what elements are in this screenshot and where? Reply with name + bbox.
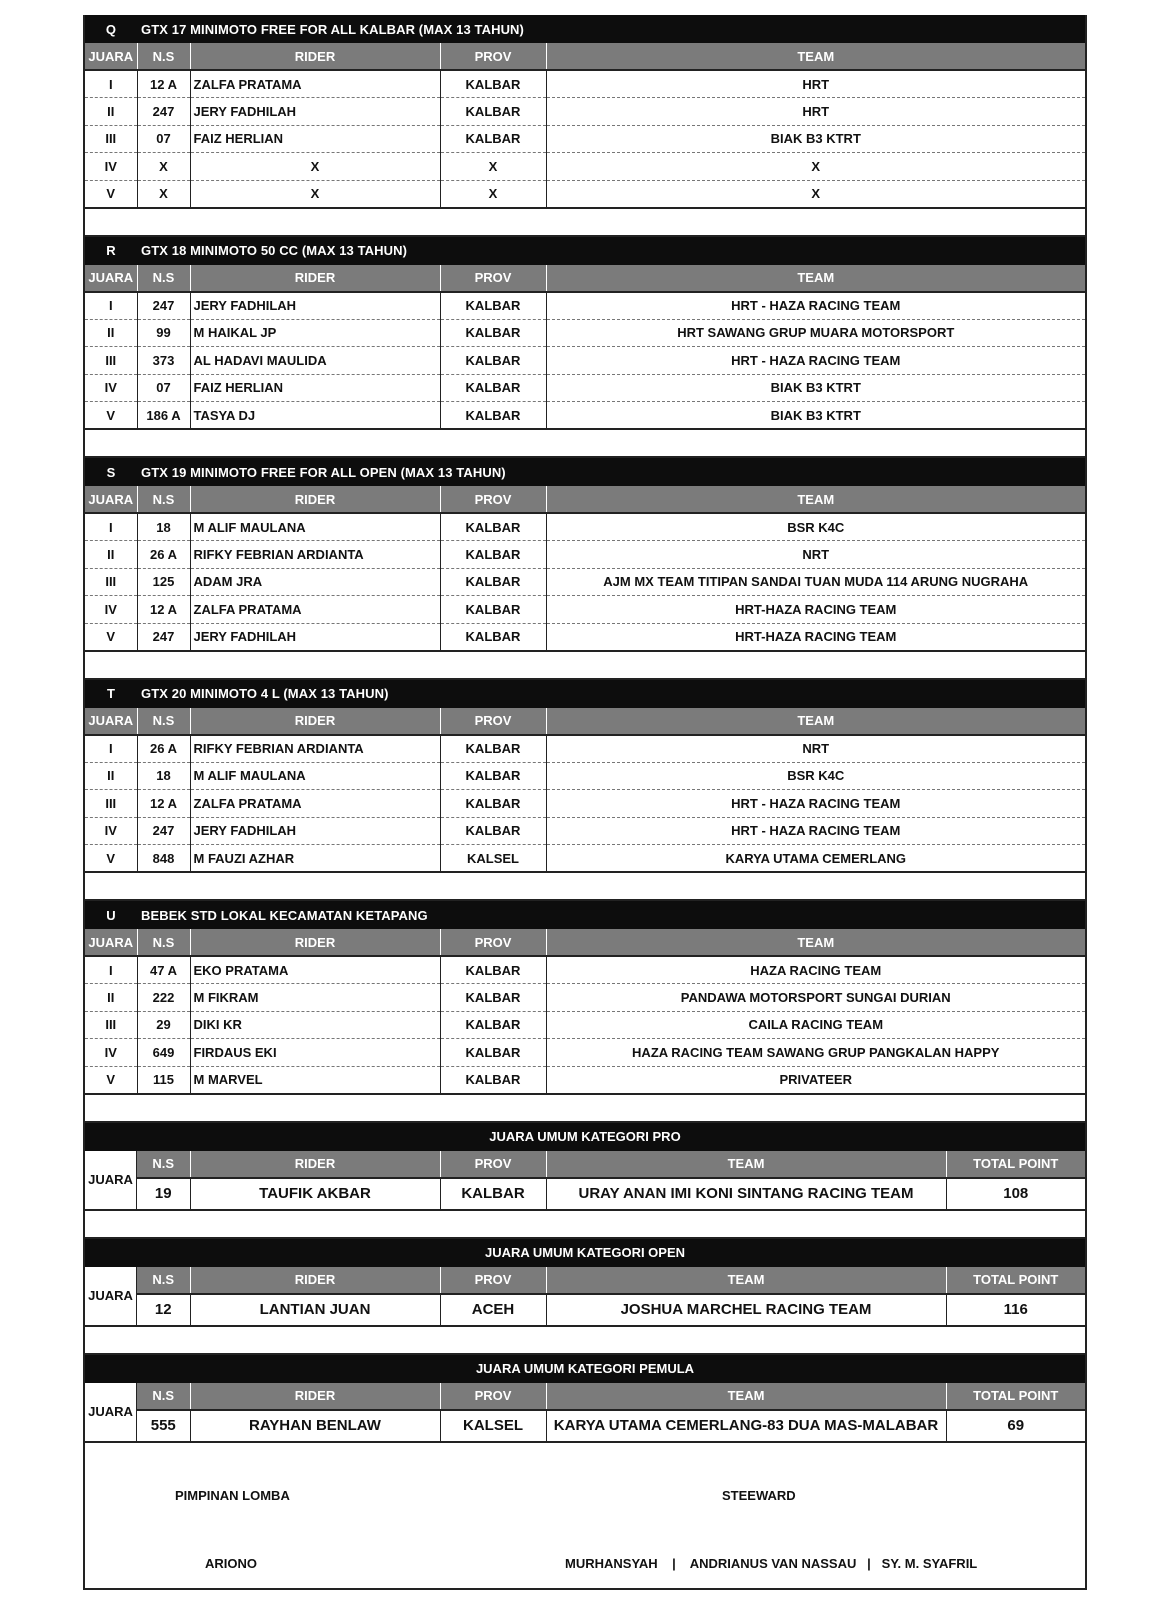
- position-cell: I: [85, 956, 137, 984]
- category-section: [85, 680, 1085, 902]
- champion-title: JUARA UMUM KATEGORI PEMULA: [85, 1355, 1085, 1383]
- province-cell: KALBAR: [440, 374, 546, 402]
- start-number-cell: X: [137, 180, 190, 208]
- table-header-row: [137, 1151, 1085, 1178]
- position-cell: II: [85, 984, 137, 1012]
- header-total-point: TOTAL POINT: [946, 1267, 1085, 1294]
- table-row: [85, 402, 1085, 430]
- section-spacer: [85, 1327, 1085, 1355]
- team-cell: KARYA UTAMA CEMERLANG: [546, 845, 1085, 873]
- header-juara: JUARA: [85, 265, 137, 292]
- table-header-row: [137, 1383, 1085, 1410]
- rider-cell: RIFKY FEBRIAN ARDIANTA: [190, 735, 440, 763]
- header-rider: RIDER: [190, 1267, 440, 1294]
- header-juara: JUARA: [85, 43, 137, 70]
- table-row: [85, 98, 1085, 126]
- header-juara: JUARA: [85, 929, 137, 956]
- rider-cell: TASYA DJ: [190, 402, 440, 430]
- header-juara: JUARA: [85, 708, 137, 735]
- rider-cell: ZALFA PRATAMA: [190, 596, 440, 624]
- category-title: GTX 20 MINIMOTO 4 L (MAX 13 TAHUN): [141, 686, 389, 701]
- rider-cell: ZALFA PRATAMA: [190, 70, 440, 98]
- section-spacer: [85, 1211, 1085, 1239]
- table-row: [85, 762, 1085, 790]
- position-cell: III: [85, 347, 137, 375]
- province-cell: KALBAR: [440, 1011, 546, 1039]
- table-row: [85, 1039, 1085, 1067]
- rider-cell: RAYHAN BENLAW: [190, 1410, 440, 1441]
- position-cell: V: [85, 845, 137, 873]
- rider-cell: EKO PRATAMA: [190, 956, 440, 984]
- province-cell: KALBAR: [440, 817, 546, 845]
- start-number-cell: 07: [137, 374, 190, 402]
- province-cell: KALBAR: [440, 568, 546, 596]
- category-title: GTX 17 MINIMOTO FREE FOR ALL KALBAR (MAX 13 TAHUN): [141, 21, 524, 37]
- position-cell: II: [85, 541, 137, 569]
- header-ns: N.S: [137, 265, 190, 292]
- results-table: [85, 265, 1085, 431]
- team-cell: HRT-HAZA RACING TEAM: [546, 623, 1085, 651]
- team-cell: BIAK B3 KTRT: [546, 374, 1085, 402]
- rider-cell: TAUFIK AKBAR: [190, 1178, 440, 1209]
- table-row: [85, 984, 1085, 1012]
- position-cell: IV: [85, 1039, 137, 1067]
- position-cell: IV: [85, 374, 137, 402]
- position-cell: III: [85, 1011, 137, 1039]
- champion-title: JUARA UMUM KATEGORI OPEN: [85, 1239, 1085, 1267]
- team-cell: NRT: [546, 735, 1085, 763]
- team-cell: HRT - HAZA RACING TEAM: [546, 790, 1085, 818]
- header-rider: RIDER: [190, 1151, 440, 1178]
- champion-block: [85, 1355, 1085, 1443]
- category-letter: Q: [105, 21, 117, 37]
- province-cell: ACEH: [440, 1294, 546, 1325]
- province-cell: KALBAR: [440, 623, 546, 651]
- position-cell: III: [85, 125, 137, 153]
- team-cell: URAY ANAN IMI KONI SINTANG RACING TEAM: [546, 1178, 946, 1209]
- category-letter: U: [106, 907, 116, 923]
- category-section: [85, 458, 1085, 680]
- header-team: TEAM: [546, 1151, 946, 1178]
- header-team: TEAM: [546, 486, 1085, 513]
- team-cell: JOSHUA MARCHEL RACING TEAM: [546, 1294, 946, 1325]
- rider-cell: X: [190, 153, 440, 181]
- table-row: [85, 1066, 1085, 1094]
- category-title: BEBEK STD LOKAL KECAMATAN KETAPANG: [141, 907, 428, 923]
- table-row: [85, 1011, 1085, 1039]
- position-cell: III: [85, 790, 137, 818]
- table-row: [85, 596, 1085, 624]
- table-row: [85, 845, 1085, 873]
- category-title-bar: [85, 15, 1085, 43]
- header-rider: RIDER: [190, 929, 440, 956]
- team-cell: HRT: [546, 98, 1085, 126]
- team-cell: NRT: [546, 541, 1085, 569]
- position-cell: IV: [85, 596, 137, 624]
- start-number-cell: 373: [137, 347, 190, 375]
- position-cell: V: [85, 402, 137, 430]
- province-cell: KALSEL: [440, 845, 546, 873]
- header-team: TEAM: [546, 1383, 946, 1410]
- position-cell: V: [85, 180, 137, 208]
- table-row: [85, 374, 1085, 402]
- total-point-cell: 69: [946, 1410, 1085, 1441]
- champion-table: [137, 1267, 1085, 1325]
- table-row: [85, 735, 1085, 763]
- team-cell: BSR K4C: [546, 762, 1085, 790]
- start-number-cell: 247: [137, 817, 190, 845]
- header-ns: N.S: [137, 486, 190, 513]
- header-total-point: TOTAL POINT: [946, 1151, 1085, 1178]
- champion-juara-label: JUARA: [85, 1383, 137, 1441]
- team-cell: X: [546, 180, 1085, 208]
- start-number-cell: 99: [137, 319, 190, 347]
- champion-table: [137, 1383, 1085, 1441]
- province-cell: KALBAR: [440, 98, 546, 126]
- team-cell: HRT - HAZA RACING TEAM: [546, 292, 1085, 320]
- results-table: [85, 486, 1085, 652]
- rider-cell: FIRDAUS EKI: [190, 1039, 440, 1067]
- race-director-name: ARIONO: [205, 1555, 257, 1571]
- table-header-row: [137, 1267, 1085, 1294]
- province-cell: KALBAR: [440, 1039, 546, 1067]
- header-prov: PROV: [440, 43, 546, 70]
- start-number-cell: 26 A: [137, 541, 190, 569]
- start-number-cell: 12: [154, 1301, 172, 1318]
- rider-cell: M ALIF MAULANA: [190, 513, 440, 541]
- rider-cell: ZALFA PRATAMA: [190, 790, 440, 818]
- team-cell: HRT SAWANG GRUP MUARA MOTORSPORT: [546, 319, 1085, 347]
- position-cell: V: [85, 1066, 137, 1094]
- table-row: [85, 623, 1085, 651]
- position-cell: I: [85, 292, 137, 320]
- header-team: TEAM: [546, 265, 1085, 292]
- header-rider: RIDER: [190, 43, 440, 70]
- rider-cell: FAIZ HERLIAN: [190, 125, 440, 153]
- rider-cell: DIKI KR: [190, 1011, 440, 1039]
- table-row: [85, 292, 1085, 320]
- team-cell: BIAK B3 KTRT: [546, 125, 1085, 153]
- team-cell: CAILA RACING TEAM: [546, 1011, 1085, 1039]
- overall-champions: [85, 1123, 1085, 1443]
- header-ns: N.S: [137, 43, 190, 70]
- section-spacer: [85, 652, 1085, 680]
- header-team: TEAM: [546, 1267, 946, 1294]
- champion-block: [85, 1123, 1085, 1239]
- start-number-cell: 18: [137, 762, 190, 790]
- team-cell: HRT: [546, 70, 1085, 98]
- start-number-cell: 247: [137, 623, 190, 651]
- header-juara: JUARA: [85, 486, 137, 513]
- rider-cell: FAIZ HERLIAN: [190, 374, 440, 402]
- start-number-cell: 07: [137, 125, 190, 153]
- start-number-cell: 125: [137, 568, 190, 596]
- header-prov: PROV: [440, 1383, 546, 1410]
- start-number-cell: 19: [154, 1185, 172, 1202]
- province-cell: KALBAR: [440, 319, 546, 347]
- team-cell: KARYA UTAMA CEMERLANG-83 DUA MAS-MALABAR: [546, 1410, 946, 1441]
- province-cell: KALBAR: [440, 347, 546, 375]
- table-row: [85, 70, 1085, 98]
- start-number-cell: 26 A: [137, 735, 190, 763]
- section-spacer: [85, 1095, 1085, 1123]
- table-row: [85, 956, 1085, 984]
- header-team: TEAM: [546, 708, 1085, 735]
- province-cell: KALBAR: [440, 292, 546, 320]
- position-cell: III: [85, 568, 137, 596]
- header-prov: PROV: [440, 1267, 546, 1294]
- position-cell: IV: [85, 153, 137, 181]
- position-cell: II: [85, 762, 137, 790]
- champion-body: [85, 1267, 1085, 1327]
- champion-block: [85, 1239, 1085, 1355]
- table-row: [85, 347, 1085, 375]
- header-total-point: TOTAL POINT: [946, 1383, 1085, 1410]
- header-rider: RIDER: [190, 1383, 440, 1410]
- rider-cell: M HAIKAL JP: [190, 319, 440, 347]
- position-cell: I: [85, 70, 137, 98]
- signature-area: [85, 1443, 1085, 1586]
- results-table: [85, 708, 1085, 874]
- table-row: [137, 1178, 1085, 1209]
- start-number-cell: 649: [137, 1039, 190, 1067]
- champion-body: [85, 1151, 1085, 1211]
- table-row: [85, 568, 1085, 596]
- province-cell: KALBAR: [440, 762, 546, 790]
- table-row: [85, 513, 1085, 541]
- results-sheet: [83, 15, 1087, 1590]
- table-row: [85, 180, 1085, 208]
- champion-body: [85, 1383, 1085, 1443]
- race-director-role: PIMPINAN LOMBA: [175, 1487, 290, 1503]
- team-cell: PRIVATEER: [546, 1066, 1085, 1094]
- start-number-cell: 848: [137, 845, 190, 873]
- start-number-cell: 555: [150, 1417, 176, 1434]
- table-row: [137, 1294, 1085, 1325]
- category-section: [85, 15, 1085, 237]
- team-cell: PANDAWA MOTORSPORT SUNGAI DURIAN: [546, 984, 1085, 1012]
- table-header-row: [85, 265, 1085, 292]
- rider-cell: M MARVEL: [190, 1066, 440, 1094]
- rider-cell: M ALIF MAULANA: [190, 762, 440, 790]
- start-number-cell: 12 A: [137, 790, 190, 818]
- province-cell: KALSEL: [440, 1410, 546, 1441]
- total-point-cell: 108: [946, 1178, 1085, 1209]
- table-row: [85, 319, 1085, 347]
- steward-names: MURHANSYAH | ANDRIANUS VAN NASSAU | SY. M. SYAFRIL: [565, 1555, 978, 1571]
- header-team: TEAM: [546, 929, 1085, 956]
- province-cell: KALBAR: [440, 1066, 546, 1094]
- champion-title: JUARA UMUM KATEGORI PRO: [85, 1123, 1085, 1151]
- start-number-cell: 222: [137, 984, 190, 1012]
- header-team: TEAM: [546, 43, 1085, 70]
- header-prov: PROV: [440, 708, 546, 735]
- rider-cell: M FIKRAM: [190, 984, 440, 1012]
- team-cell: HRT - HAZA RACING TEAM: [546, 817, 1085, 845]
- steward-role: STEEWARD: [722, 1487, 796, 1503]
- rider-cell: JERY FADHILAH: [190, 817, 440, 845]
- province-cell: KALBAR: [440, 956, 546, 984]
- table-row: [85, 125, 1085, 153]
- table-header-row: [85, 708, 1085, 735]
- start-number-cell: 247: [137, 98, 190, 126]
- champion-juara-label: JUARA: [85, 1151, 137, 1209]
- category-title-bar: [85, 901, 1085, 929]
- position-cell: I: [85, 513, 137, 541]
- province-cell: KALBAR: [440, 541, 546, 569]
- start-number-cell: 115: [137, 1066, 190, 1094]
- rider-cell: ADAM JRA: [190, 568, 440, 596]
- start-number-cell: 247: [137, 292, 190, 320]
- start-number-cell: 29: [137, 1011, 190, 1039]
- rider-cell: X: [190, 180, 440, 208]
- province-cell: KALBAR: [440, 70, 546, 98]
- header-prov: PROV: [440, 265, 546, 292]
- category-letter: T: [106, 686, 116, 701]
- table-header-row: [85, 43, 1085, 70]
- header-rider: RIDER: [190, 486, 440, 513]
- table-row: [85, 153, 1085, 181]
- category-title: GTX 18 MINIMOTO 50 CC (MAX 13 TAHUN): [141, 243, 408, 258]
- champion-juara-label: JUARA: [85, 1267, 137, 1325]
- table-row: [85, 541, 1085, 569]
- header-ns: N.S: [137, 708, 190, 735]
- team-cell: HAZA RACING TEAM: [546, 956, 1085, 984]
- header-rider: RIDER: [190, 265, 440, 292]
- team-cell: AJM MX TEAM TITIPAN SANDAI TUAN MUDA 114 ARUNG NUGRAHA: [546, 568, 1085, 596]
- table-row: [137, 1410, 1085, 1441]
- rider-cell: AL HADAVI MAULIDA: [190, 347, 440, 375]
- header-prov: PROV: [440, 1151, 546, 1178]
- rider-cell: LANTIAN JUAN: [190, 1294, 440, 1325]
- rider-cell: M FAUZI AZHAR: [190, 845, 440, 873]
- header-ns: N.S: [137, 929, 190, 956]
- header-prov: PROV: [440, 486, 546, 513]
- rider-cell: JERY FADHILAH: [190, 98, 440, 126]
- total-point-cell: 116: [946, 1294, 1085, 1325]
- team-cell: BIAK B3 KTRT: [546, 402, 1085, 430]
- start-number-cell: 47 A: [137, 956, 190, 984]
- category-title-bar: [85, 458, 1085, 486]
- start-number-cell: 186 A: [137, 402, 190, 430]
- province-cell: X: [440, 180, 546, 208]
- province-cell: KALBAR: [440, 125, 546, 153]
- team-cell: HRT - HAZA RACING TEAM: [546, 347, 1085, 375]
- category-letter: S: [106, 464, 116, 480]
- header-ns: N.S: [137, 1151, 190, 1178]
- start-number-cell: 12 A: [137, 596, 190, 624]
- team-cell: HAZA RACING TEAM SAWANG GRUP PANGKALAN HAPPY: [546, 1039, 1085, 1067]
- start-number-cell: 18: [137, 513, 190, 541]
- category-title-bar: [85, 680, 1085, 708]
- province-cell: KALBAR: [440, 596, 546, 624]
- table-header-row: [85, 929, 1085, 956]
- results-table: [85, 929, 1085, 1095]
- position-cell: II: [85, 319, 137, 347]
- start-number-cell: X: [137, 153, 190, 181]
- category-section: [85, 237, 1085, 459]
- results-table: [85, 43, 1085, 209]
- header-prov: PROV: [440, 929, 546, 956]
- position-cell: V: [85, 623, 137, 651]
- rider-cell: RIFKY FEBRIAN ARDIANTA: [190, 541, 440, 569]
- team-cell: BSR K4C: [546, 513, 1085, 541]
- team-cell: X: [546, 153, 1085, 181]
- province-cell: KALBAR: [440, 790, 546, 818]
- province-cell: KALBAR: [440, 1178, 546, 1209]
- category-sections: [85, 15, 1085, 1123]
- province-cell: X: [440, 153, 546, 181]
- province-cell: KALBAR: [440, 402, 546, 430]
- category-title-bar: [85, 237, 1085, 265]
- province-cell: KALBAR: [440, 735, 546, 763]
- position-cell: IV: [85, 817, 137, 845]
- province-cell: KALBAR: [440, 513, 546, 541]
- rider-cell: JERY FADHILAH: [190, 292, 440, 320]
- table-row: [85, 790, 1085, 818]
- section-spacer: [85, 209, 1085, 237]
- table-row: [85, 817, 1085, 845]
- position-cell: II: [85, 98, 137, 126]
- champion-table: [137, 1151, 1085, 1209]
- header-ns: N.S: [137, 1267, 190, 1294]
- category-letter: R: [106, 243, 116, 258]
- table-header-row: [85, 486, 1085, 513]
- team-cell: HRT-HAZA RACING TEAM: [546, 596, 1085, 624]
- province-cell: KALBAR: [440, 984, 546, 1012]
- category-section: [85, 901, 1085, 1123]
- category-title: GTX 19 MINIMOTO FREE FOR ALL OPEN (MAX 13 TAHUN): [141, 464, 506, 480]
- section-spacer: [85, 430, 1085, 458]
- header-rider: RIDER: [190, 708, 440, 735]
- start-number-cell: 12 A: [137, 70, 190, 98]
- header-ns: N.S: [137, 1383, 190, 1410]
- position-cell: I: [85, 735, 137, 763]
- section-spacer: [85, 873, 1085, 901]
- rider-cell: JERY FADHILAH: [190, 623, 440, 651]
